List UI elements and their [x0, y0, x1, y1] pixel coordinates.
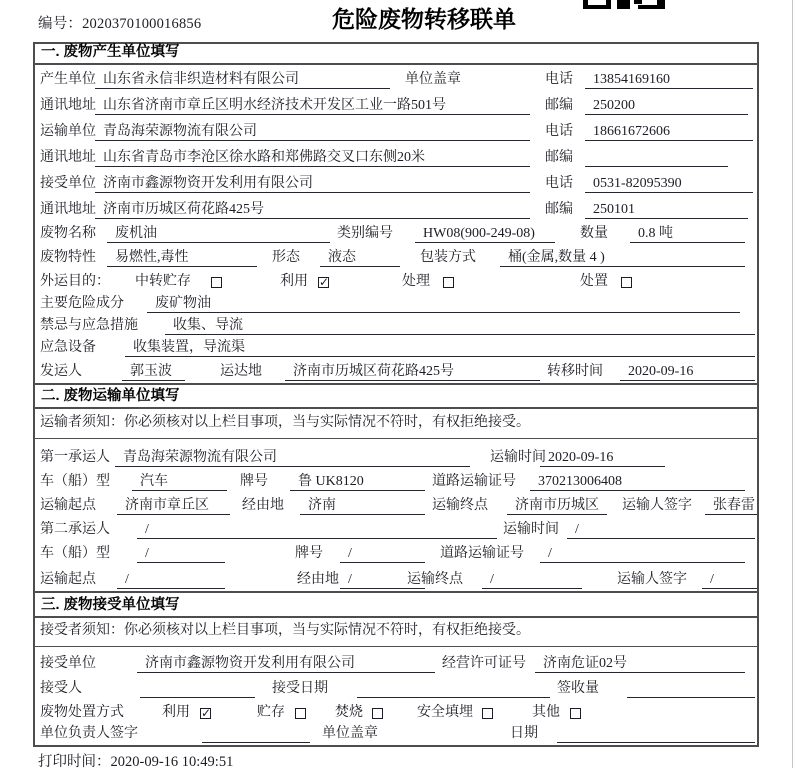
- license-value: 济南危证02号: [535, 655, 745, 673]
- taboo-measures-label: 禁忌与应急措施: [40, 318, 138, 333]
- purpose-treat-label: 处理: [402, 274, 430, 289]
- waste-character-label: 废物特性: [40, 250, 96, 265]
- purpose-dispose-checkbox: [621, 277, 632, 288]
- receiver-address-label: 通讯地址: [40, 202, 96, 217]
- transporter-notice-text: 运输者须知：你必须核对以上栏目事项，当与实际情况不符时，有权拒绝接受。: [40, 415, 530, 430]
- section-transporter: [35, 383, 757, 591]
- receiver-zip-value: 250101: [585, 201, 748, 219]
- receiver-phone-label: 电话: [545, 176, 573, 191]
- document-number: [38, 12, 201, 33]
- permit2-value: /: [540, 545, 745, 563]
- accept-person-label: 接受人: [40, 681, 82, 696]
- route2-end-value: /: [482, 571, 582, 589]
- disposal-other-checkbox: [570, 708, 581, 719]
- disposal-incinerate-checkbox: [372, 708, 383, 719]
- transfer-purpose-label: 外运目的：: [40, 274, 110, 289]
- transport-phone-value: 18661672606: [585, 123, 753, 141]
- purpose-utilize-checkbox: ✓: [319, 275, 330, 289]
- section1-header-text: 一. 废物产生单位填写: [41, 44, 180, 60]
- transport-zip-value: [585, 149, 728, 167]
- transport-time1-label: 运输时间: [490, 450, 546, 465]
- qr-code-fragment-icon: [583, 0, 665, 9]
- purpose-utilize-label: 利用: [280, 274, 308, 289]
- row-accept-unit: [35, 647, 757, 675]
- disposal-storage-checkbox: [295, 708, 306, 719]
- permit1-label: 道路运输证号: [432, 474, 516, 489]
- producer-unit-label: 产生单位: [40, 72, 96, 87]
- second-carrier-label: 第二承运人: [40, 522, 110, 537]
- scan-page-edge: [792, 0, 793, 768]
- page-title: 危险废物转移联单: [332, 6, 516, 32]
- disposal-utilize-label: 利用: [162, 705, 190, 720]
- row-receiver-notice: [35, 618, 757, 647]
- route2-sign-label: 运输人签字: [617, 572, 687, 587]
- accept-person-value: [140, 680, 255, 698]
- row-second-carrier: [35, 517, 757, 541]
- disposal-storage-label: 贮存: [257, 705, 285, 720]
- disposal-method-label: 废物处置方式: [40, 705, 124, 720]
- row-vehicle2: [35, 541, 757, 565]
- responsible-sign-label: 单位负责人签字: [40, 726, 138, 741]
- disposal-landfill-label: 安全填埋: [417, 705, 473, 720]
- producer-zip-value: 250200: [585, 97, 748, 115]
- plate1-label: 牌号: [240, 474, 268, 489]
- route2-start-value: /: [117, 571, 225, 589]
- receipt-qty-value: [627, 680, 755, 698]
- section1-header: [35, 44, 757, 65]
- document-number-label: 编号：: [38, 16, 83, 32]
- transport-address-value: 山东省青岛市李沧区徐水路和郑佛路交叉口东侧20米: [95, 149, 530, 167]
- purpose-treat-checkbox: [443, 277, 454, 288]
- print-time-label: 打印时间：: [38, 754, 111, 770]
- section-producer: [35, 44, 757, 383]
- permit1-value: 370213006408: [530, 473, 745, 491]
- transport-phone-label: 电话: [545, 124, 573, 139]
- sign-date-value: [557, 725, 755, 743]
- route1-via-label: 经由地: [242, 498, 284, 513]
- accept-date-label: 接受日期: [272, 681, 328, 696]
- waste-name-value: 废机油: [107, 225, 330, 243]
- producer-phone-value: 13854169160: [585, 71, 753, 89]
- print-time-value: 2020-09-16 10:49:51: [110, 754, 234, 770]
- taboo-measures-value: 收集、导流: [165, 317, 755, 335]
- unit-seal2-label: 单位盖章: [322, 726, 378, 741]
- route1-start-value: 济南市章丘区: [117, 497, 230, 515]
- row-route2: [35, 565, 757, 591]
- accept-unit-value: 济南市鑫源物资开发利用有限公司: [137, 655, 435, 673]
- row-vehicle1: [35, 469, 757, 493]
- route1-end-label: 运输终点: [432, 498, 488, 513]
- section3-header-text: 三. 废物接受单位填写: [41, 597, 180, 613]
- receiver-unit-value: 济南市鑫源物资开发利用有限公司: [95, 175, 530, 193]
- sign-date-label: 日期: [510, 726, 538, 741]
- vehicle-type2-label: 车（船）型: [40, 546, 110, 561]
- license-label: 经营许可证号: [442, 656, 526, 671]
- shipper-value: 郭玉波: [122, 363, 185, 381]
- route2-via-value: /: [340, 571, 425, 589]
- producer-phone-label: 电话: [545, 72, 573, 87]
- form-state-label: 形态: [272, 250, 300, 265]
- transfer-time-value: 2020-09-16: [620, 363, 755, 381]
- transport-time2-label: 运输时间: [503, 522, 559, 537]
- transport-address-label: 通讯地址: [40, 150, 96, 165]
- producer-zip-label: 邮编: [545, 98, 573, 113]
- section-receiver: [35, 591, 757, 745]
- disposal-other-label: 其他: [532, 705, 560, 720]
- first-carrier-label: 第一承运人: [40, 450, 110, 465]
- row-taboo-measures: [35, 315, 757, 337]
- receipt-qty-label: 签收量: [557, 681, 599, 696]
- row-first-carrier: [35, 439, 757, 469]
- plate2-value: /: [340, 545, 425, 563]
- row-shipper: [35, 359, 757, 383]
- row-receiver-address: [35, 195, 757, 221]
- route2-start-label: 运输起点: [40, 572, 96, 587]
- transfer-time-label: 转移时间: [547, 364, 603, 379]
- producer-address-value: 山东省济南市章丘区明水经济技术开发区工业一路501号: [95, 97, 530, 115]
- category-code-value: HW08(900-249-08): [415, 225, 555, 243]
- accept-unit-label: 接受单位: [40, 656, 96, 671]
- row-waste-character: [35, 245, 757, 269]
- packing-value: 桶(金属,数量 4 ): [500, 249, 745, 267]
- row-transporter-notice: [35, 409, 757, 439]
- emergency-equipment-value: 收集装置，导流渠: [125, 339, 755, 357]
- transport-zip-label: 邮编: [545, 150, 573, 165]
- unit-seal-label: 单位盖章: [405, 72, 461, 87]
- transfer-form-table: [33, 42, 759, 747]
- hazard-component-label: 主要危险成分: [40, 296, 124, 311]
- route2-via-label: 经由地: [297, 572, 339, 587]
- route1-end-value: 济南市历城区: [507, 497, 607, 515]
- purpose-dispose-label: 处置: [580, 274, 608, 289]
- hazard-component-value: 废矿物油: [147, 295, 740, 313]
- vehicle-type1-label: 车（船）型: [40, 474, 110, 489]
- section3-header: [35, 593, 757, 618]
- route2-end-label: 运输终点: [407, 572, 463, 587]
- row-responsible-sign: [35, 724, 757, 745]
- route1-sign-value: 张春雷: [705, 497, 757, 515]
- emergency-equipment-label: 应急设备: [40, 340, 96, 355]
- route2-sign-value: /: [702, 571, 757, 589]
- destination-value: 济南市历城区荷花路425号: [285, 363, 540, 381]
- second-carrier-value: /: [137, 521, 497, 539]
- row-hazard-component: [35, 293, 757, 315]
- row-transport-unit: [35, 117, 757, 143]
- transport-time2-value: /: [567, 521, 755, 539]
- waste-character-value: 易燃性,毒性: [107, 249, 257, 267]
- row-waste-name: [35, 221, 757, 245]
- responsible-sign-value: [202, 725, 310, 743]
- packing-label: 包装方式: [420, 250, 476, 265]
- section2-header-text: 二. 废物运输单位填写: [41, 388, 180, 404]
- section2-header: [35, 385, 757, 409]
- purpose-storage-label: 中转贮存: [135, 274, 191, 289]
- row-receiver-unit: [35, 169, 757, 195]
- disposal-incinerate-label: 焚烧: [335, 705, 363, 720]
- plate1-value: 鲁 UK8120: [290, 473, 425, 491]
- purpose-storage-checkbox: [211, 277, 222, 288]
- row-producer-address: [35, 91, 757, 117]
- row-producer-unit: [35, 65, 757, 91]
- transport-unit-value: 青岛海荣源物流有限公司: [95, 123, 530, 141]
- vehicle-type1-value: 汽车: [132, 473, 227, 491]
- document-number-value: 2020370100016856: [82, 16, 202, 32]
- route1-start-label: 运输起点: [40, 498, 96, 513]
- disposal-landfill-checkbox: [482, 708, 493, 719]
- route1-sign-label: 运输人签字: [622, 498, 692, 513]
- quantity-label: 数量: [580, 226, 608, 241]
- destination-label: 运达地: [220, 364, 262, 379]
- first-carrier-value: 青岛海荣源物流有限公司: [115, 449, 470, 467]
- row-accept-person: [35, 675, 757, 700]
- row-route1: [35, 493, 757, 517]
- form-state-value: 液态: [320, 249, 400, 267]
- plate2-label: 牌号: [295, 546, 323, 561]
- producer-unit-value: 山东省永信非织造材料有限公司: [95, 71, 390, 89]
- row-emergency-equipment: [35, 337, 757, 359]
- row-disposal-method: [35, 700, 757, 724]
- accept-date-value: [357, 680, 550, 698]
- transport-time1-value: 2020-09-16: [540, 449, 665, 467]
- receiver-notice-text: 接受者须知：你必须核对以上栏目事项，当与实际情况不符时，有权拒绝接受。: [40, 623, 530, 638]
- receiver-phone-value: 0531-82095390: [585, 175, 753, 193]
- receiver-unit-label: 接受单位: [40, 176, 96, 191]
- producer-address-label: 通讯地址: [40, 98, 96, 113]
- shipper-label: 发运人: [40, 364, 82, 379]
- transport-unit-label: 运输单位: [40, 124, 96, 139]
- vehicle-type2-value: /: [137, 545, 225, 563]
- permit2-label: 道路运输证号: [440, 546, 524, 561]
- receiver-address-value: 济南市历城区荷花路425号: [95, 201, 530, 219]
- waste-name-label: 废物名称: [40, 226, 96, 241]
- row-transport-address: [35, 143, 757, 169]
- disposal-utilize-checkbox: ✓: [201, 706, 212, 720]
- category-code-label: 类别编号: [337, 226, 393, 241]
- row-transfer-purpose: [35, 269, 757, 293]
- route1-via-value: 济南: [300, 497, 425, 515]
- quantity-value: 0.8 吨: [630, 225, 745, 243]
- receiver-zip-label: 邮编: [545, 202, 573, 217]
